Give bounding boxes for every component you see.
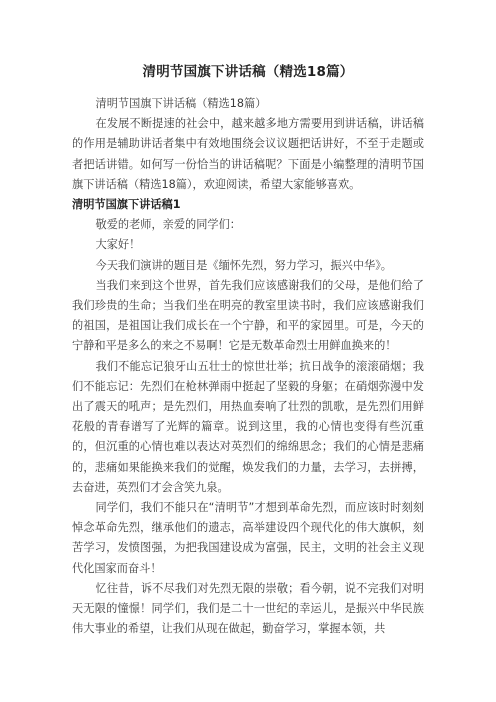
paragraph: 今天我们演讲的题目是《缅怀先烈，努力学习，振兴中华》。 (95, 258, 392, 272)
paragraph: 清明节国旗下讲话稿（精选18篇） (95, 97, 267, 110)
paragraph: 同学们，我们不能只在“清明节”才想到革命先烈，而应该时时刻刻悼念革命先烈，继承他们的遗志，高举建设四个现代化的伟大旗帜，刻苦学习，发愤图强，为把我国建设成为富强，民主，文明的社会主义现代化国家而奋斗！ (72, 501, 424, 575)
paragraph: 忆往昔，诉不尽我们对先烈无限的崇敬；看今朝，说不完我们对明天无限的憧憬！同学们，我们是二十一世纪的幸运儿，是振兴中华民族伟大事业的希望，让我们从现在做起，勤奋学习，掌握本领，共 (72, 581, 424, 636)
section-heading: 清明节国旗下讲话稿1 (72, 198, 181, 212)
paragraph: 大家好！ (95, 238, 141, 252)
document-body (72, 94, 424, 639)
paragraph: 在发展不断提速的社会中，越来越多地方需要用到讲话稿，讲话稿的作用是辅助讲话者集中有效地围绕会议议题把话讲好，不至于走题或者把话讲错。如何写一份恰当的讲话稿呢？下面是小编整理的清明节国旗下讲话稿（精选18篇），欢迎阅读，希望大家能够喜欢。 (72, 117, 424, 191)
document-title: 清明节国旗下讲话稿（精选18篇） (142, 64, 354, 80)
paragraph: 当我们来到这个世界，首先我们应该感谢我们的父母，是他们给了我们珍贵的生命；当我们坐在明亮的教室里读书时，我们应该感谢我们的祖国，是祖国让我们成长在一个宁静，和平的家园里。可是，今天的宁静和平是多么的来之不易啊！它是无数革命烈士用鲜血换来的！ (72, 278, 424, 353)
paragraph: 我们不能忘记狼牙山五壮士的惊世壮举；抗日战争的滚滚硝烟；我们不能忘记：先烈们在枪林弹雨中挺起了坚毅的身躯；在硝烟弥漫中发出了震天的吼声；是先烈们，用热血奏响了壮烈的凯歌，是先烈们用鲜花般的青春谱写了光辉的篇章。说到这里，我的心情也变得有些沉重的，但沉重的心情也难以表达对英烈们的绵绵思念；我们的心情是悲痛的，悲痛如果能换来我们的觉醒，焕发我们的力量，去学习，去拼搏，去奋进，英烈们才会含笑九泉。 (72, 359, 424, 494)
paragraph: 敬爱的老师，亲爱的同学们： (95, 218, 241, 232)
